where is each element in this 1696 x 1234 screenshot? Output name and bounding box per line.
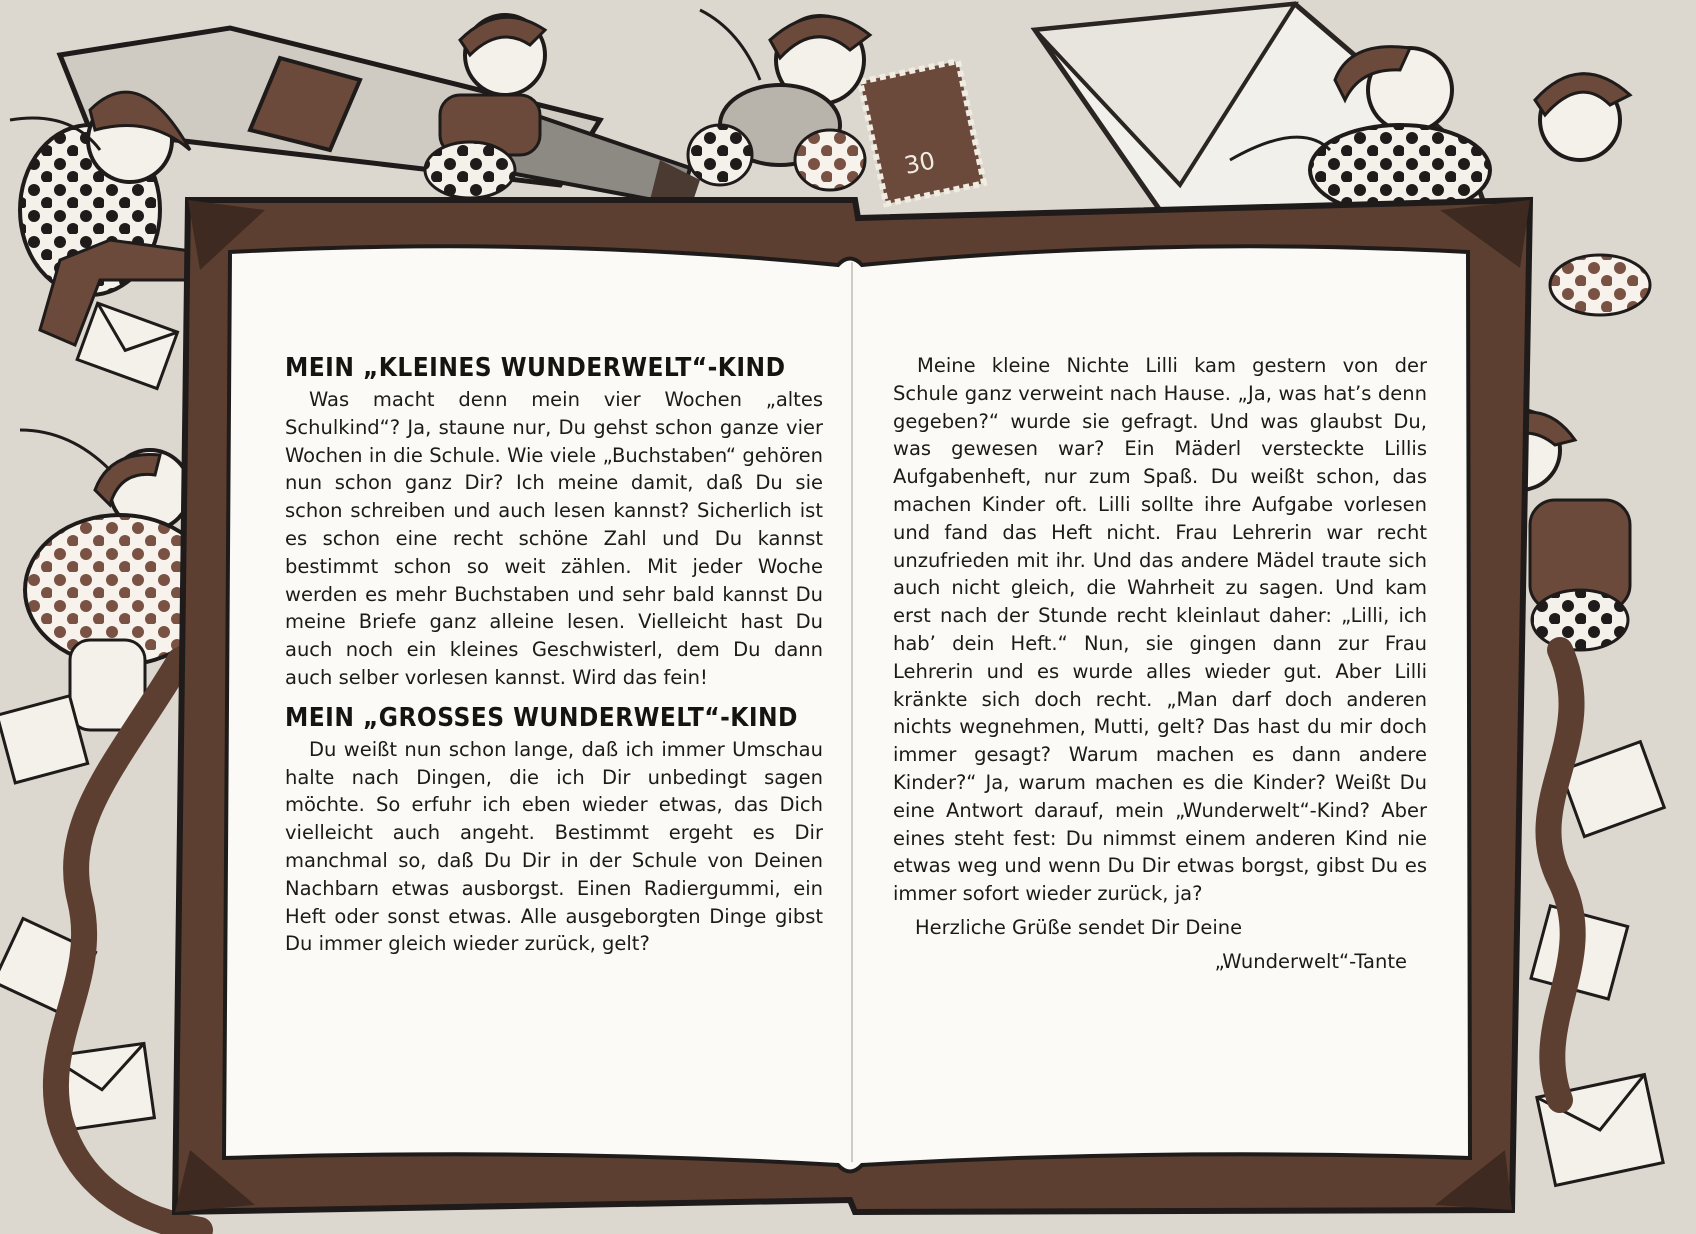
paragraph-lilli-story: Meine kleine Nichte Lilli kam gestern von der Schule ganz verweint nach Hause. „Ja, was hat’s denn gegeben?“ wurde sie gefragt. Und was glaubst Du, was gewesen war? Ein Mäderl versteckte Lillis Aufgabenheft, nur zum Spaß. Du weißt schon, das machen Kinder oft. Lilli sollte ihre Aufgabe vorlesen und fand das Heft nicht. Frau Lehrerin war recht unzufrieden mit ihr. Und das andere Mädel traute sich auch nicht gleich, die Wahrheit zu sagen. Und kam erst nach der Stunde recht kleinlaut daher: „Lilli, ich hab’ dein Heft.“ Nun, sie gingen dann zur Frau Lehrerin und es wurde alles wieder gut. Aber Lilli kränkte sich doch recht. „Man darf doch anderen nichts wegnehmen, Mutti, gelt? Das hast du mir doch immer gesagt? Warum machen es dann andere Kinder?“ Ja, warum machen es die Kinder? Weißt Du eine Antwort darauf, mein „Wunderwelt“-Kind? Aber eines steht fest: Du nimmst einem anderen Kind nie etwas weg und wenn Du Dir etwas borgst, gibst Du es immer sofort wieder zurück, ja?: [893, 354, 1427, 906]
signature: „Wunderwelt“-Tante: [1214, 949, 1407, 973]
stamp-value: 30: [901, 146, 938, 181]
paragraph-small-child: Was macht denn mein vier Wochen „altes Schulkind“? Ja, staune nur, Du gehst schon ganze vier Wochen in die Schule. Wie viele „Buchstaben“ gehören nun schon ganz Dir? Ich meine damit, daß Du sie schon schreiben und auch lesen kannst? Sicherlich ist es schon eine recht schöne Zahl und Du kannst bestimmt schon so weit zählen. Mit jeder Woche werden es mehr Buchstaben und sehr bald kannst Du meine Briefe ganz alleine lesen. Vielleicht hast Du auch noch ein kleines Geschwisterl, dem Du dann auch selber vorlesen kannst. Wird das fein!: [285, 388, 823, 689]
closing-greeting: Herzliche Grüße sendet Dir Deine: [915, 915, 1243, 939]
heading-small-child: MEIN „KLEINES WUNDERWELT“-KIND: [285, 353, 786, 383]
right-column: [893, 352, 1427, 976]
left-column: [285, 352, 823, 964]
paragraph-big-child: Du weißt nun schon lange, daß ich immer Umschau halte nach Dingen, die ich Dir unbedingt sagen möchte. So erfuhr ich eben wieder etwas, das Dich vielleicht auch angeht. Bestimmt ergeht es Dir manchmal so, daß Du Dir in der Schule von Deinen Nachbarn etwas ausborgst. Einen Radiergummi, ein Heft oder sonst etwas. Alle ausgeborgten Dinge gibst Du immer gleich wieder zurück, gelt?: [285, 737, 823, 956]
heading-big-child: MEIN „GROSSES WUNDERWELT“-KIND: [285, 702, 798, 733]
